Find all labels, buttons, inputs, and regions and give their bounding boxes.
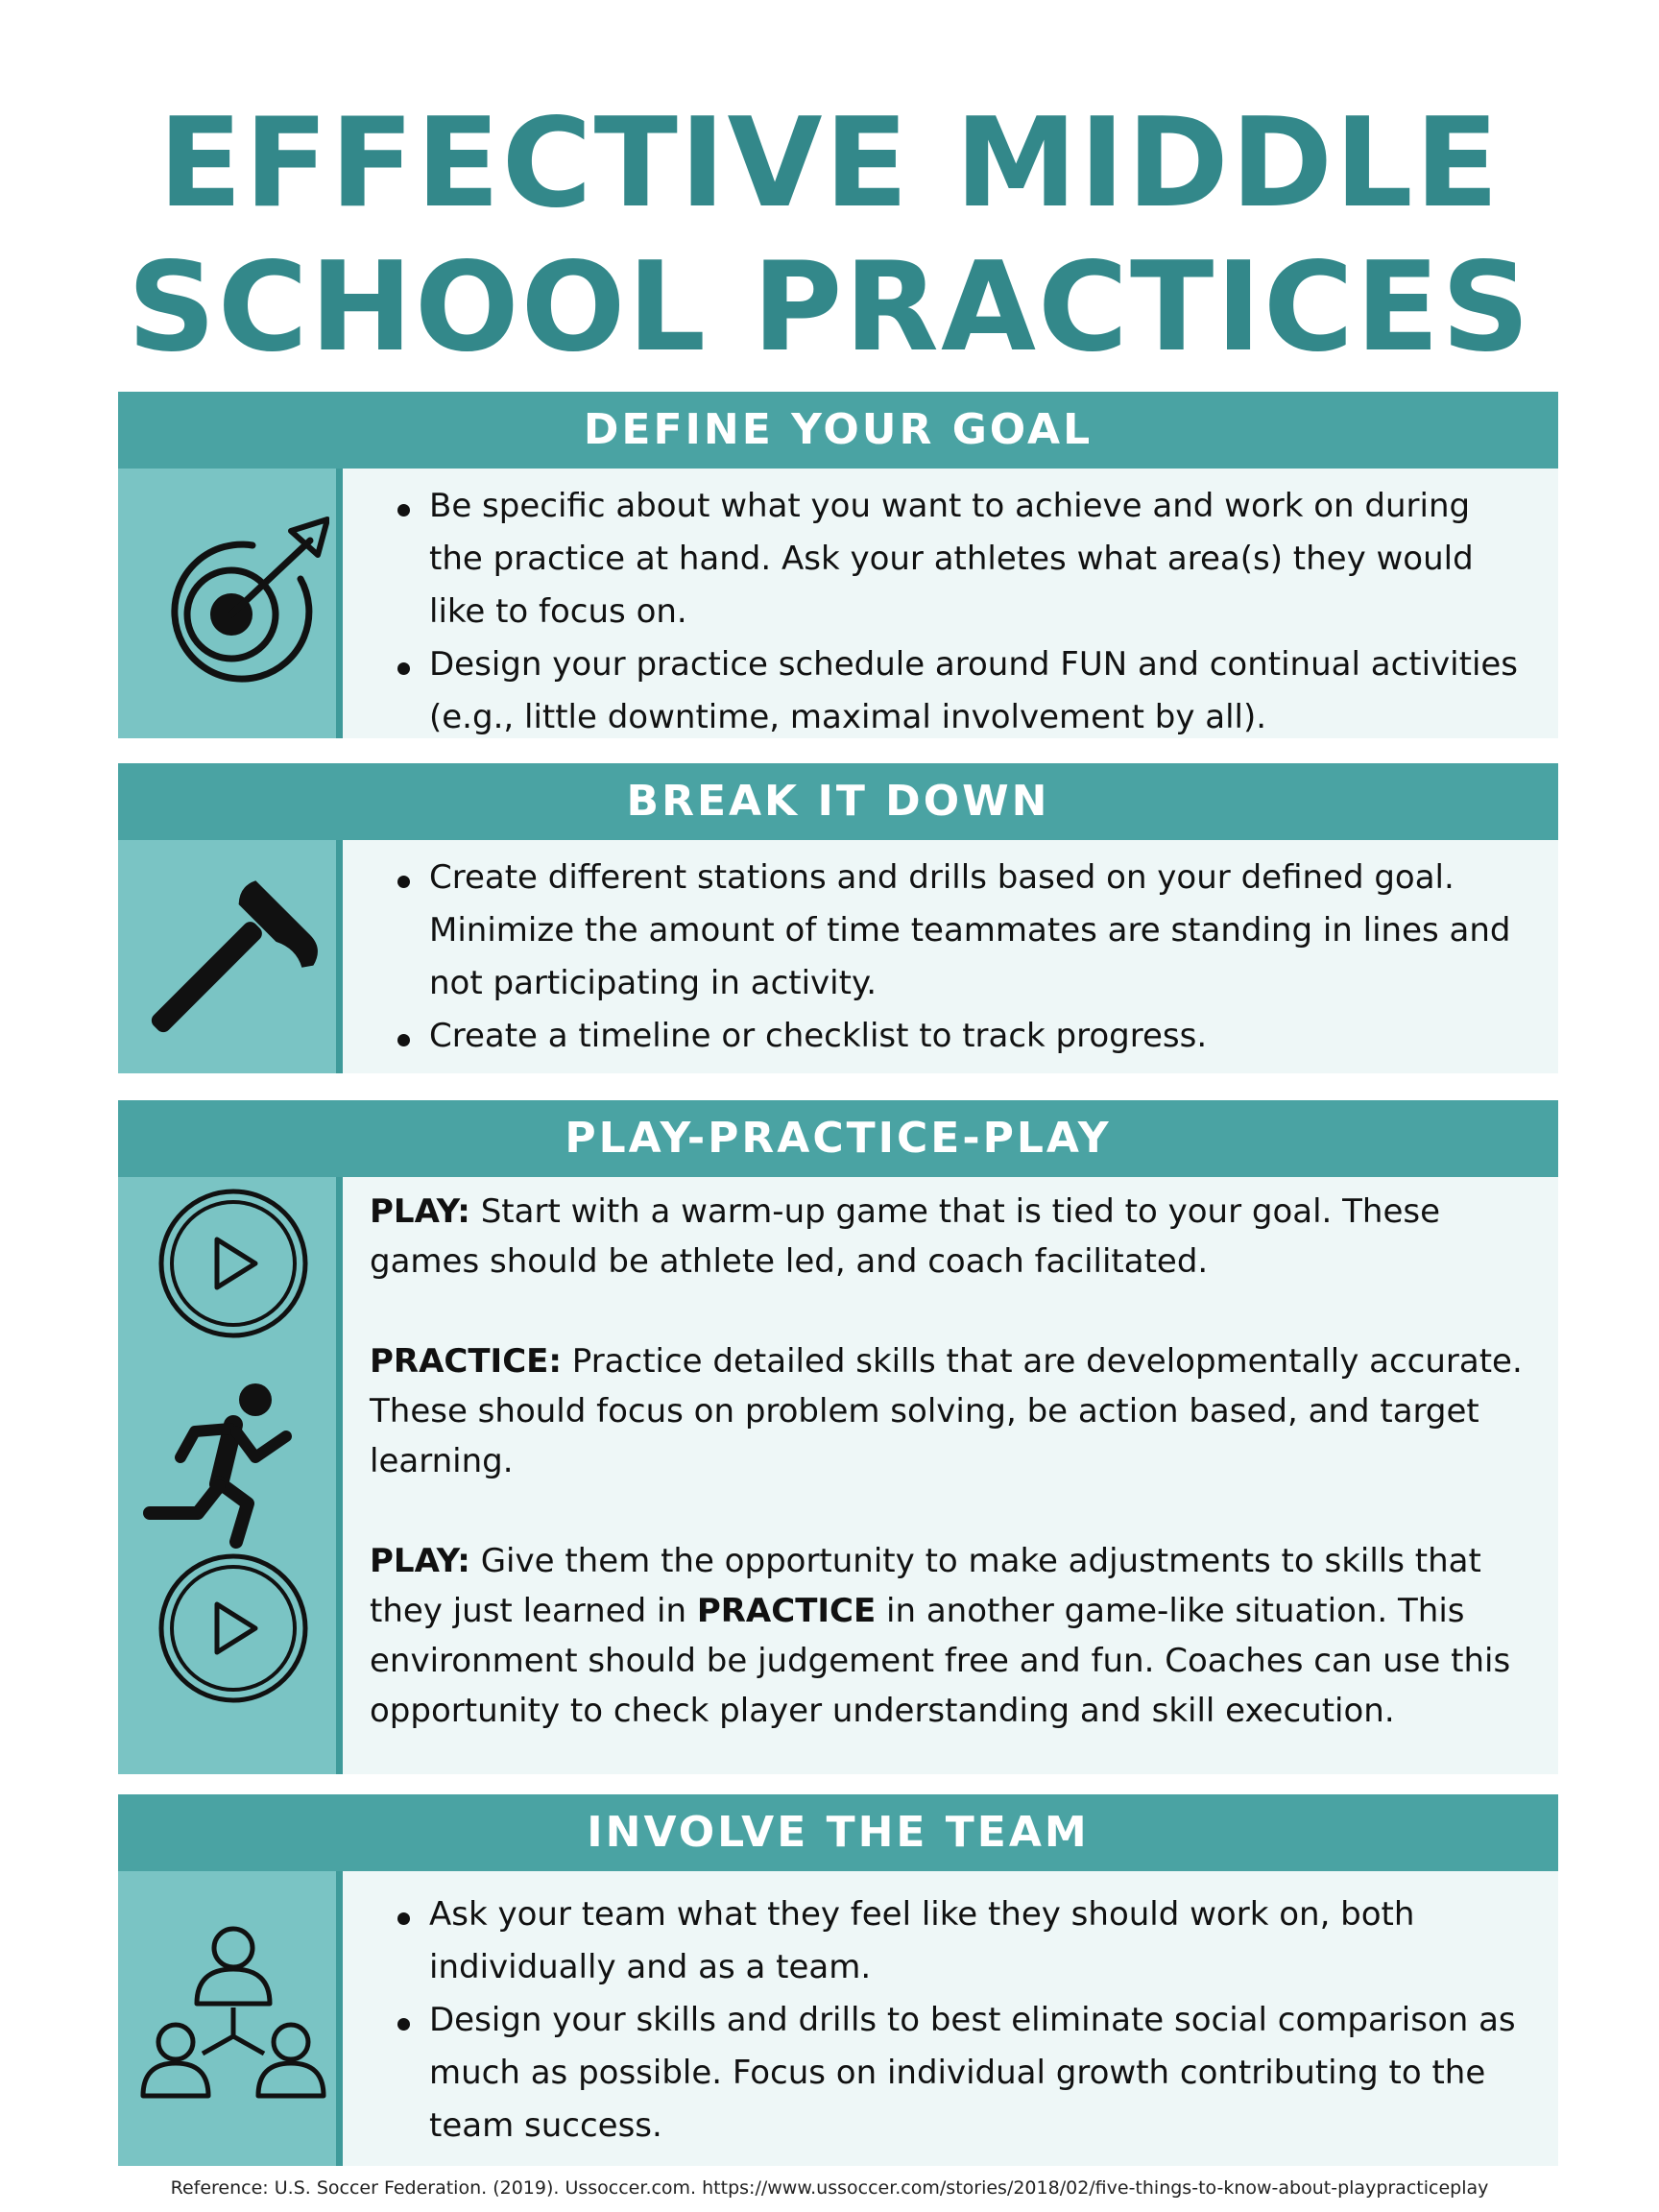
practice-paragraph	[370, 1336, 1529, 1486]
icon-column	[118, 1177, 343, 1774]
section-heading: BREAK IT DOWN	[118, 763, 1558, 840]
practice-emphasis: PRACTICE	[696, 1592, 877, 1630]
bullet-list	[370, 480, 1529, 744]
hammer-icon	[128, 854, 329, 1056]
practice-label: PRACTICE:	[370, 1342, 562, 1381]
icon-column	[118, 840, 343, 1073]
list-item: Create different stations and drills based on your defined goal. Minimize the amount of time teammates are standing in lines and not participating in activity.	[429, 852, 1529, 1010]
reference-citation: Reference: U.S. Soccer Federation. (2019). Ussoccer.com. https://www.ussoccer.com/stories/2018/02/five-things-to-know-about-playpracticeplay	[170, 2177, 1489, 2199]
list-item: Be specific about what you want to achieve and work on during the practice at hand. Ask your athletes what area(s) they would like to focus on.	[429, 480, 1529, 638]
bullet-list	[370, 852, 1529, 1063]
icon-column	[118, 469, 343, 738]
section-heading: DEFINE YOUR GOAL	[118, 392, 1558, 469]
play-paragraph	[370, 1187, 1529, 1286]
target-arrow-icon	[137, 502, 329, 694]
section-body	[118, 469, 1558, 738]
section-content	[370, 852, 1529, 1063]
play-label: PLAY:	[370, 1542, 470, 1580]
play-circle-icon	[156, 1187, 310, 1340]
title-line-1: EFFECTIVE MIDDLE	[157, 92, 1502, 235]
title-line-2: SCHOOL PRACTICES	[127, 236, 1532, 379]
play-text: Start with a warm-up game that is tied to your goal. These games should be athlete led, and coach facilitated.	[370, 1192, 1441, 1281]
section-heading: INVOLVE THE TEAM	[118, 1794, 1558, 1871]
practice-text: Practice detailed skills that are developmentally accurate. These should focus on problem solving, be action based, and target learning.	[370, 1342, 1523, 1480]
section-content	[370, 1187, 1529, 1736]
play-circle-icon	[156, 1551, 310, 1705]
section-heading: PLAY-PRACTICE-PLAY	[118, 1100, 1558, 1177]
running-person-icon	[142, 1379, 315, 1551]
list-item: Create a timeline or checklist to track progress.	[429, 1010, 1529, 1063]
section-involve-team	[118, 1794, 1558, 2166]
section-body	[118, 1871, 1558, 2166]
section-body	[118, 840, 1558, 1073]
play-again-paragraph	[370, 1536, 1529, 1736]
section-define-goal	[118, 392, 1558, 738]
list-item: Design your practice schedule around FUN and continual activities (e.g., little downtime, maximal involvement by all).	[429, 638, 1529, 744]
play-text: Give them the opportunity to make adjustments to skills that they just learned in	[370, 1542, 1481, 1630]
section-body	[118, 1177, 1558, 1774]
page-title	[0, 92, 1659, 380]
section-content	[370, 480, 1529, 744]
play-label: PLAY:	[370, 1192, 470, 1231]
play-text-continued: in another game-like situation. This environment should be judgement free and fun. Coaches can use this opportunity to check player understanding and skill execution.	[370, 1592, 1511, 1730]
team-network-icon	[137, 1919, 329, 2111]
section-break-it-down	[118, 763, 1558, 1073]
icon-column	[118, 1871, 343, 2166]
section-play-practice-play	[118, 1100, 1558, 1774]
bullet-list	[370, 1888, 1529, 2152]
list-item: Design your skills and drills to best eliminate social comparison as much as possible. Focus on individual growth contributing to the team success.	[429, 1994, 1529, 2152]
section-content	[370, 1888, 1529, 2152]
list-item: Ask your team what they feel like they should work on, both individually and as a team.	[429, 1888, 1529, 1994]
